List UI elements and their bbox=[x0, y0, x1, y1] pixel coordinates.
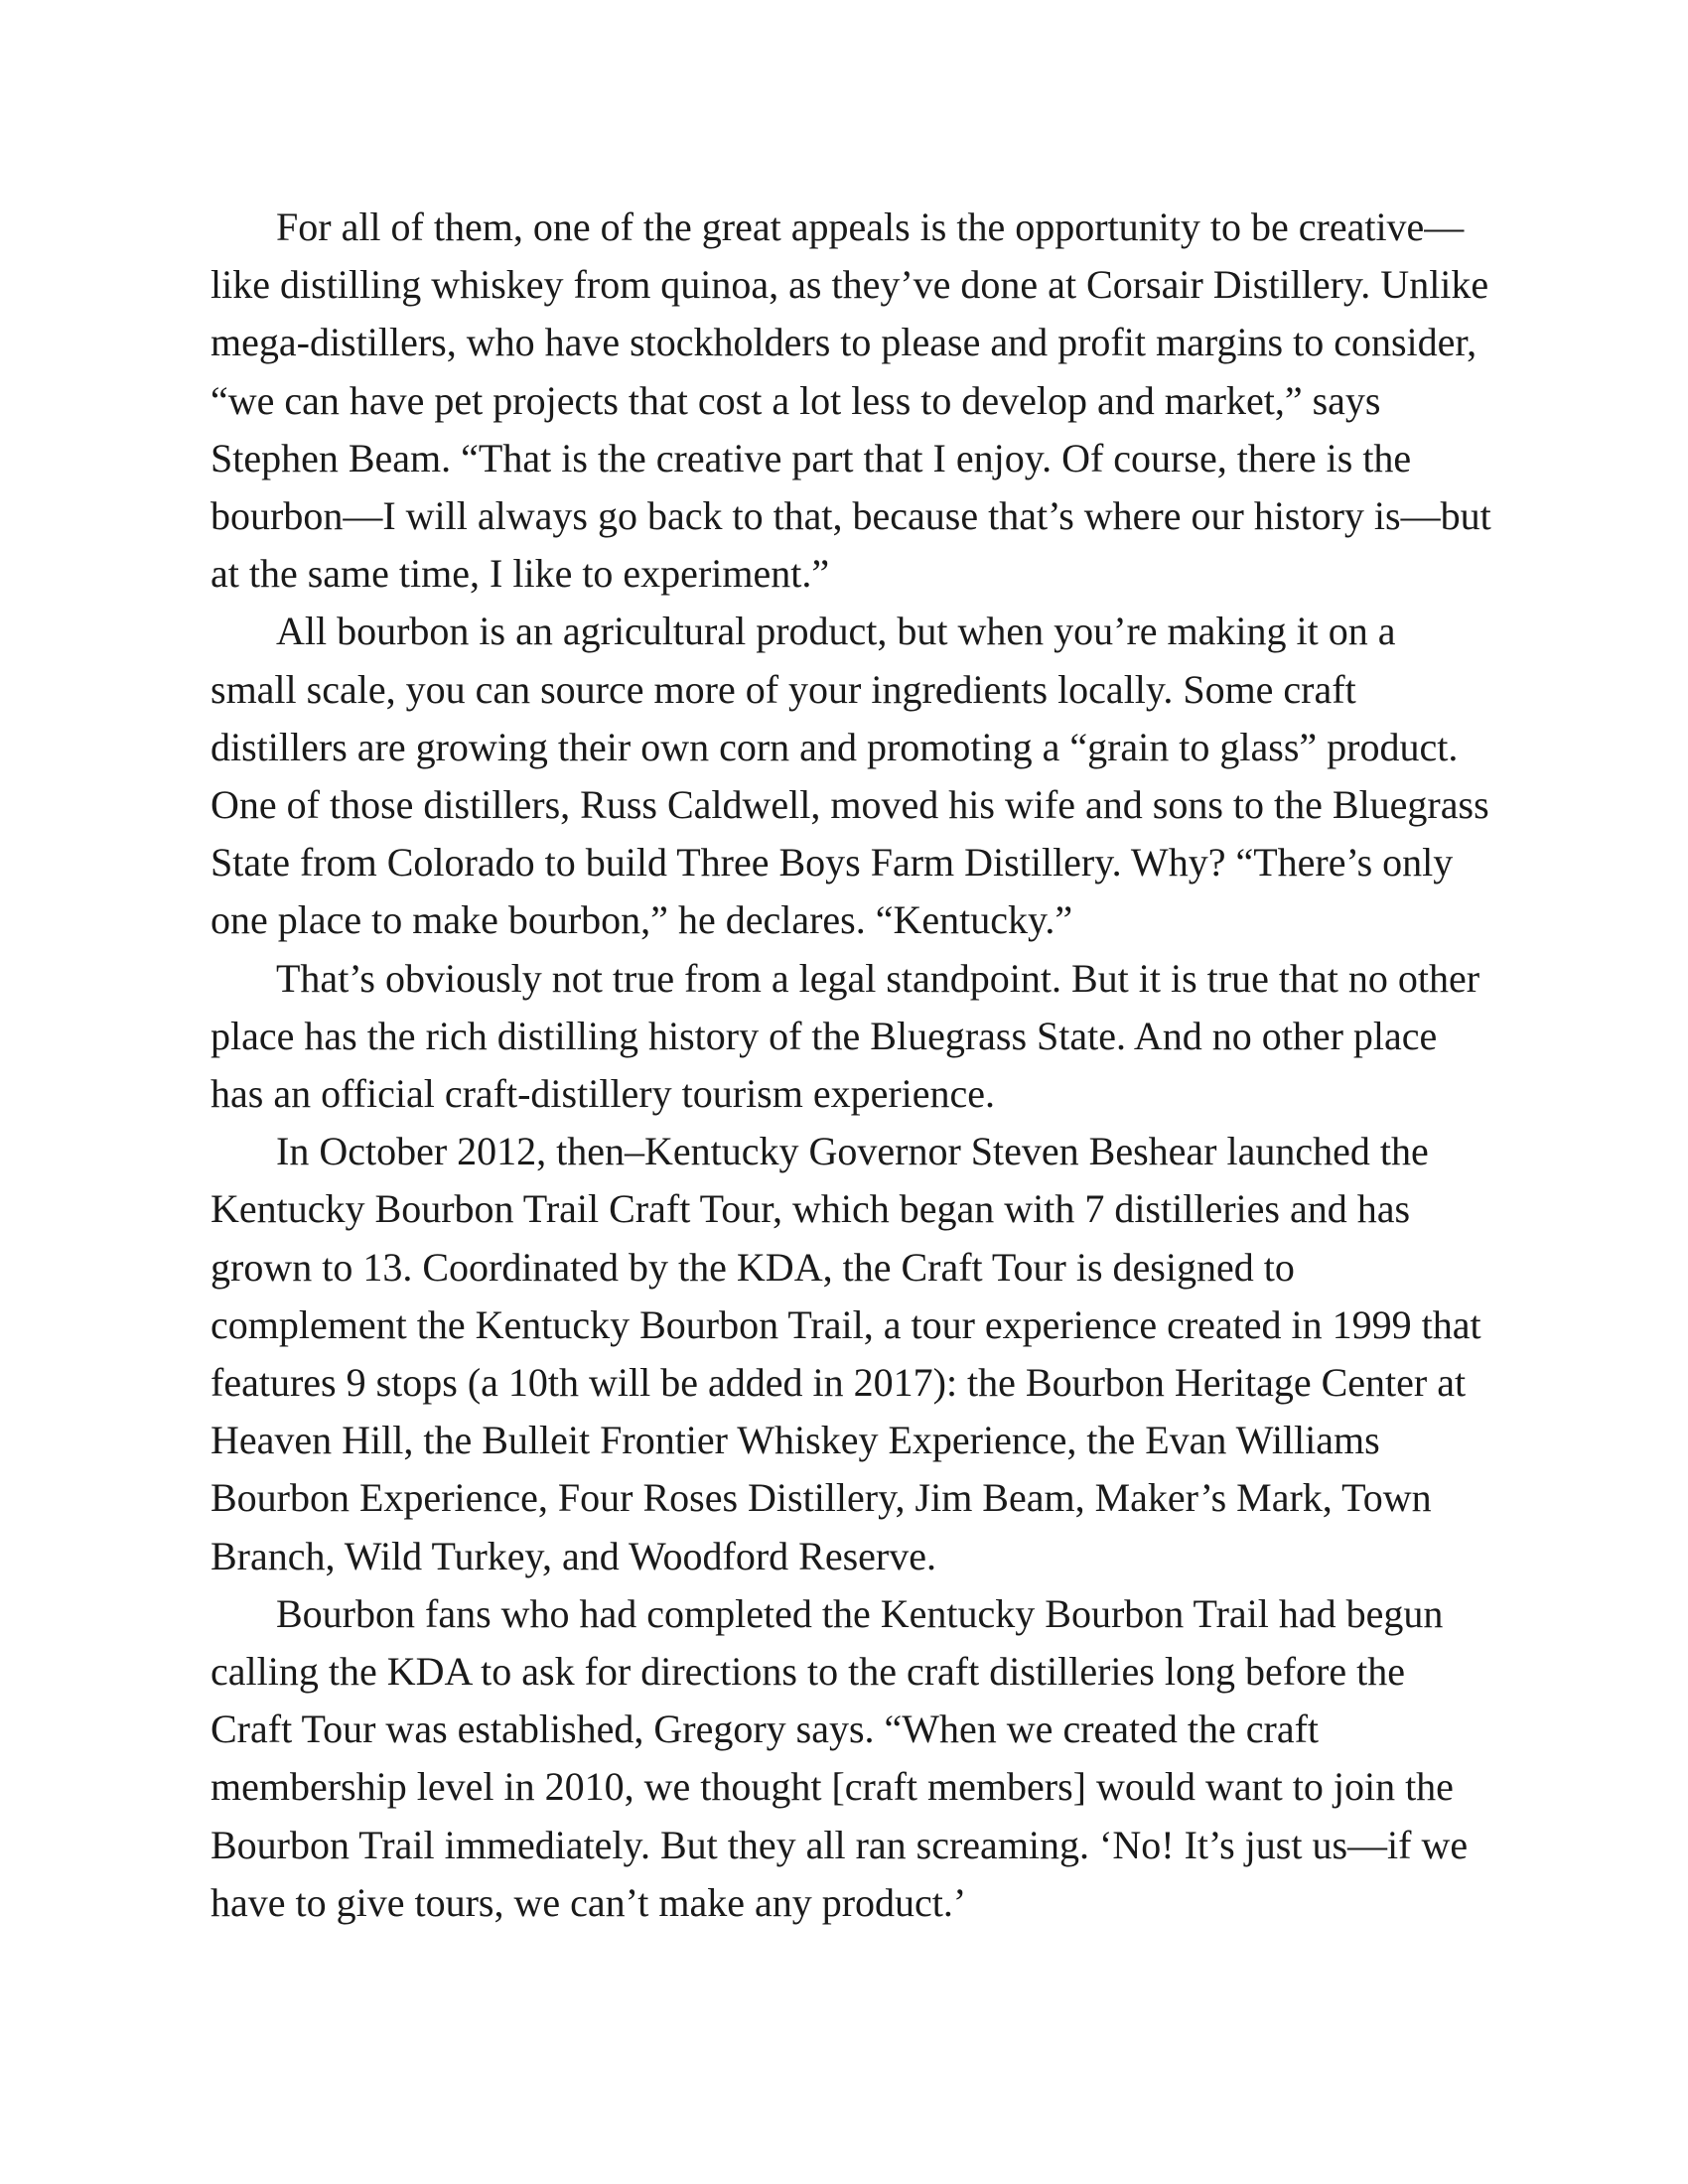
paragraph-legal-standpoint: That’s obviously not true from a legal standpoint. But it is true that no other place has the rich distilling history of the Bluegrass State. And no other place has an official craft-distillery tourism experience. bbox=[211, 955, 1480, 1117]
paragraph-craft-tour-launch: In October 2012, then–Kentucky Governor Steven Beshear launched the Kentucky Bourbon Trail Craft Tour, which began with 7 distilleries and has grown to 13. Coordinated by the KDA, the Craft Tour is designed to complement the Kentucky Bourbon Trail, a tour experience created in 1999 that features 9 stops (a 10th will be added in 2017): the Bourbon Heritage Center at Heaven Hill, the Bulleit Frontier Whiskey Experience, the Evan Williams Bourbon Experience, Four Roses Distillery, Jim Beam, Maker’s Mark, Town Branch, Wild Turkey, and Woodford Reserve. bbox=[211, 1129, 1481, 1578]
paragraph-agricultural-product: All bourbon is an agricultural product, but when you’re making it on a small scale, you can source more of your ingredients locally. Some craft distillers are growing their own corn and promoting a “grain to glass” product. One of those distillers, Russ Caldwell, moved his wife and sons to the Bluegrass State from Colorado to build Three Boys Farm Distillery. Why? “There’s only one place to make bourbon,” he declares. “Kentucky.” bbox=[211, 609, 1489, 943]
paragraph-creativity: For all of them, one of the great appeals is the opportunity to be creative—like distilling whiskey from quinoa, as they’ve done at Corsair Distillery. Unlike mega-distillers, who have stockholders to please and profit margins to consider, “we can have pet projects that cost a lot less to develop and market,” says Stephen Beam. “That is the creative part that I enjoy. Of course, there is the bourbon—I will always go back to that, because that’s where our history is—but at the same time, I like to experiment.” bbox=[211, 205, 1491, 597]
page-body bbox=[211, 199, 1491, 1932]
paragraph-craft-membership: Bourbon fans who had completed the Kentucky Bourbon Trail had begun calling the KDA to ask for directions to the craft distilleries long before the Craft Tour was established, Gregory says. “When we created the craft membership level in 2010, we thought [craft members] would want to join the Bourbon Trail immediately. But they all ran screaming. ‘No! It’s just us—if we have to give tours, we can’t make any product.’ bbox=[211, 1590, 1469, 1925]
